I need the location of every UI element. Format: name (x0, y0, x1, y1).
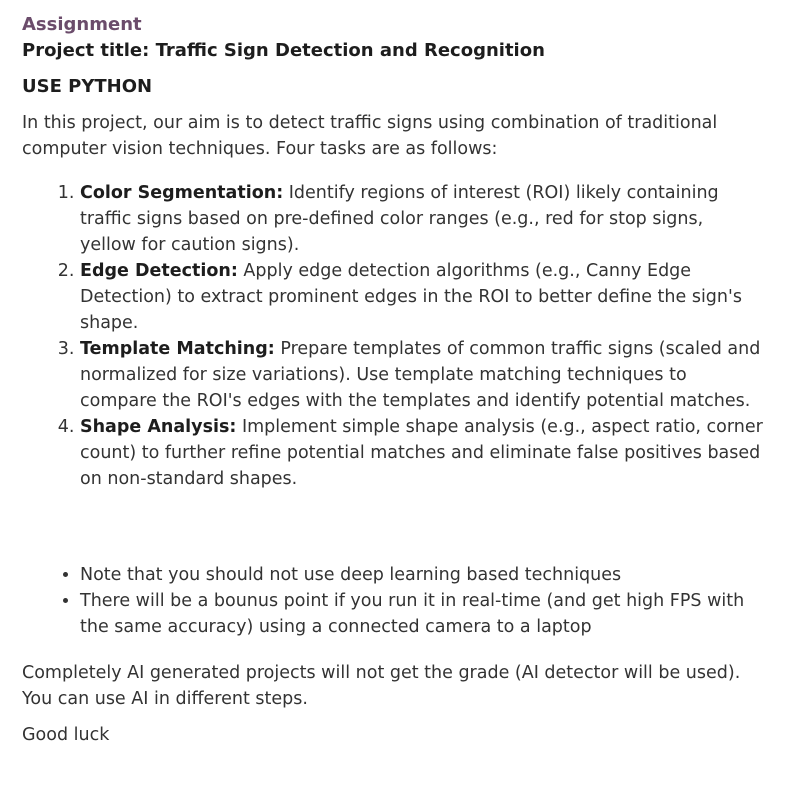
task-name: Color Segmentation: (80, 183, 284, 203)
task-name: Template Matching: (80, 339, 275, 359)
task-item (80, 258, 763, 336)
task-description: Apply edge detection algorithms (e.g., Canny Edge Detection) to extract prominent edges in the ROI to better define the sign's shape. (80, 261, 742, 333)
intro-paragraph: In this project, our aim is to detect traffic signs using combination of traditional computer vision techniques. Four tasks are as follows: (22, 113, 718, 159)
notes-list (22, 562, 763, 640)
language-requirement: USE PYTHON (22, 76, 153, 97)
task-name: Shape Analysis: (80, 417, 237, 437)
task-list (22, 180, 763, 492)
section-label: Assignment (22, 14, 142, 35)
task-item (80, 336, 763, 414)
task-item (80, 180, 763, 258)
task-description: Implement simple shape analysis (e.g., aspect ratio, corner count) to further refine potential matches and eliminate false positives based on non-standard shapes. (80, 417, 763, 489)
task-description: Identify regions of interest (ROI) likely containing traffic signs based on pre-defined color ranges (e.g., red for stop signs, yellow for caution signs). (80, 183, 719, 255)
task-item (80, 414, 763, 492)
blank-spacer (22, 492, 763, 562)
closing-paragraph: Completely AI generated projects will not get the grade (AI detector will be used). You can use AI in different steps. (22, 663, 741, 709)
task-name: Edge Detection: (80, 261, 238, 281)
note-item: • Note that you should not use deep learning based techniques (80, 562, 763, 588)
note-item: • There will be a bounus point if you run it in real-time (and get high FPS with the same accuracy) using a connected camera to a laptop (80, 588, 763, 640)
task-description: Prepare templates of common traffic signs (scaled and normalized for size variations). Use template matching techniques to compare the ROI's edges with the templates and identify potential matches. (80, 339, 761, 411)
signoff: Good luck (22, 725, 110, 745)
project-title: Project title: Traffic Sign Detection and Recognition (22, 40, 545, 61)
